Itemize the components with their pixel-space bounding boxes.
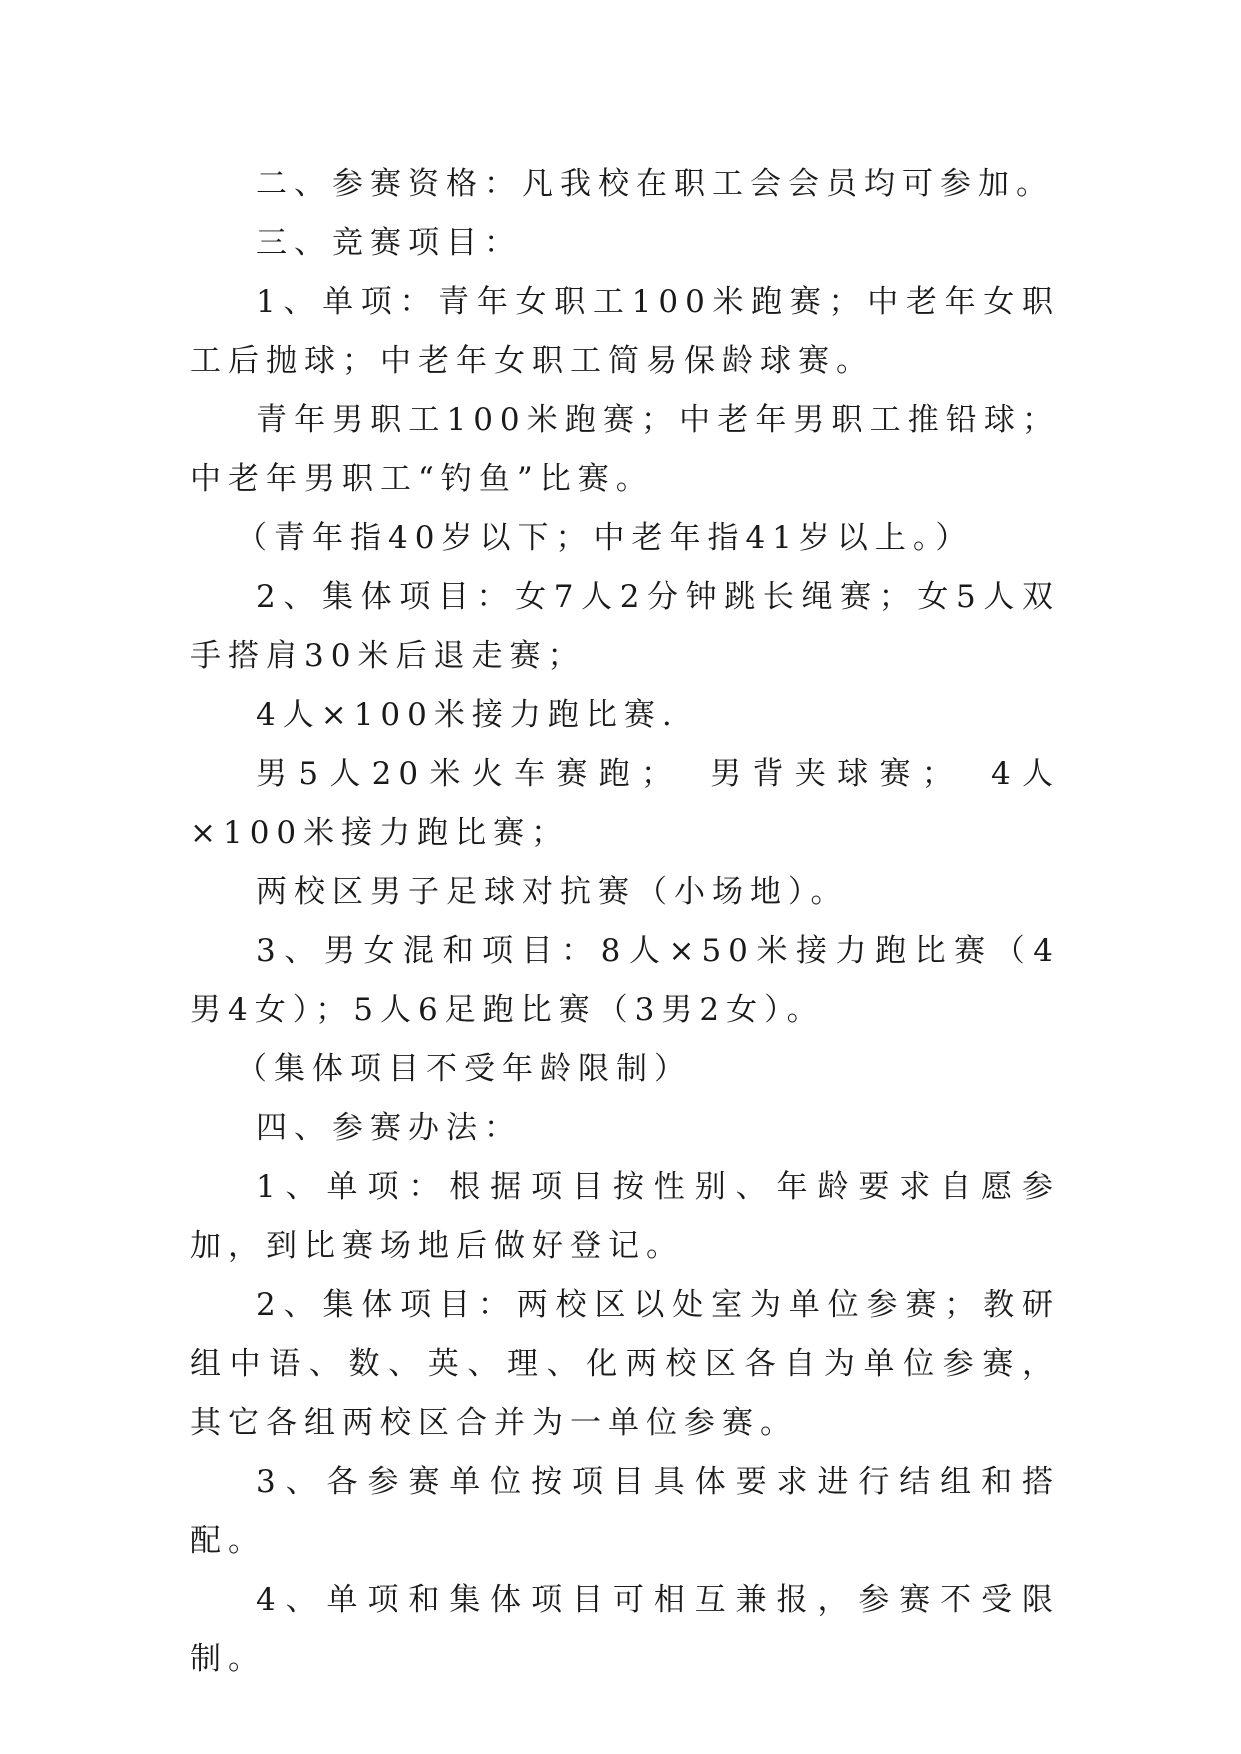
team-age-note: （集体项目不受年龄限制）	[236, 1051, 692, 1087]
team-events-women-relay: 4人×100米接力跑比赛.	[256, 697, 679, 733]
section-method-heading: 四、参赛办法：	[256, 1110, 522, 1146]
document-body	[190, 155, 1060, 1689]
individual-events-women: 1、单项：青年女职工100米跑赛；中老年女职工后抛球；中老年女职工简易保龄球赛。	[190, 284, 1061, 379]
team-events-men: 男5人20米火车赛跑； 男背夹球赛； 4人×100米接力跑比赛；	[190, 756, 1060, 851]
method-individual: 1、单项：根据项目按性别、年龄要求自愿参加，到比赛场地后做好登记。	[190, 1169, 1060, 1264]
age-note: （青年指40岁以下；中老年指41岁以上。）	[236, 520, 974, 556]
section-events-heading: 三、竞赛项目：	[256, 225, 522, 261]
method-team: 2、集体项目：两校区以处室为单位参赛；教研组中语、数、英、理、化两校区各自为单位参赛，其它各组两校区合并为一单位参赛。	[190, 1287, 1060, 1441]
team-events-women: 2、集体项目：女7人2分钟跳长绳赛；女5人双手搭肩30米后退走赛；	[190, 579, 1061, 674]
section-eligibility: 二、参赛资格：凡我校在职工会会员均可参加。	[256, 166, 1054, 202]
mixed-events: 3、男女混和项目：8人×50米接力跑比赛（4男4女）；5人6足跑比赛（3男2女）。	[190, 933, 1060, 1028]
method-registration: 4、单项和集体项目可相互兼报，参赛不受限制。	[190, 1582, 1060, 1677]
method-grouping: 3、各参赛单位按项目具体要求进行结组和搭配。	[190, 1464, 1060, 1559]
individual-events-men: 青年男职工100米跑赛；中老年男职工推铅球；中老年男职工“钓鱼”比赛。	[190, 402, 1060, 497]
team-events-football: 两校区男子足球对抗赛（小场地）。	[256, 874, 849, 910]
